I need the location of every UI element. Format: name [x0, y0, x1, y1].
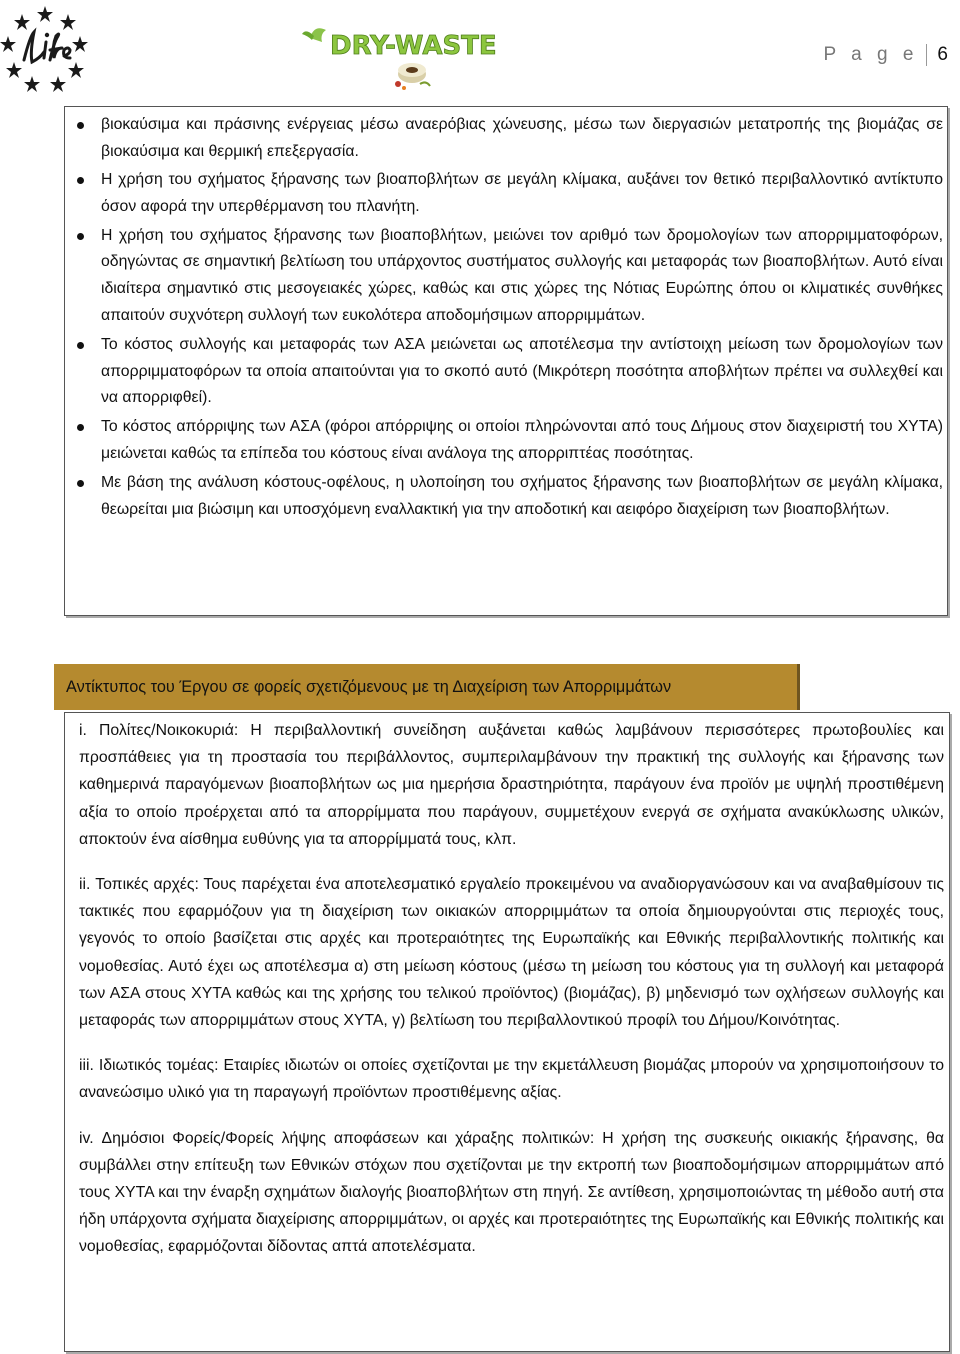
dry-waste-logo	[300, 18, 497, 98]
list-item: Η χρήση του σχήματος ξήρανσης των βιοαποβλήτων σε μεγάλη κλίμακα, αυξάνει τον θετικό περιβαλλοντικό αντίκτυπο όσον αφορά την υπερθέρμανση του πλανήτη.	[65, 167, 943, 221]
list-item: Το κόστος απόρριψης των ΑΣΑ (φόροι απόρριψης οι οποίοι πληρώνονται από τους Δήμους στον διαχειριστή του ΧΥΤΑ) μειώνεται καθώς τα επίπεδα του κόστους είναι ανάλογα της απορριπτέας ποσότητας.	[65, 414, 943, 468]
list-item: Η χρήση του σχήματος ξήρανσης των βιοαποβλήτων, μειώνει τον αριθμό των δρομολογίων των απορριμματοφόρων, οδηγώντας σε σημαντική βελτίωση του υπάρχοντος συστήματος συλλογής και μεταφοράς των βιοαποβλήτων. Αυτό είναι ιδιαίτερα σημαντικό στις μεσογειακές χώρες, καθώς και στις χώρες της Νότιας Ευρώπης όπου οι κλιματικές συνθήκες απαιτούν συχνότερη συλλογή των ευκολότερα αποδομήσιμων απορριμμάτων.	[65, 223, 943, 330]
page-number	[824, 44, 948, 66]
stakeholder-public-bodies: iv. Δημόσιοι Φορείς/Φορείς λήψης αποφάσεων και χάραξης πολιτικών: Η χρήση της συσκευής οικιακής ξήρανσης, θα συμβάλλει στην επίτευξη των Εθνικών στόχων που σχετίζονται με την εκτροπή των βιοαποδομήσιμων απορριμμάτων από τους ΧΥΤΑ και την έναρξη σχημάτων διαλογής βιοαποβλήτων στη πηγή. Σε αντίθεση, χρησιμοποιώντας τη μέθοδο αυτή στα ήδη υπάρχοντα σχήματα διαχείρισης απορριμμάτων, οι αρχές και προτεραιότητες της Ευρωπαϊκής και Εθνικής πολιτικής και νομοθεσίας, εφαρμόζονται δίδοντας απτά αποτελέσματα.	[79, 1129, 944, 1256]
benefits-list	[65, 107, 947, 523]
benefits-box	[64, 106, 948, 616]
list-item: Το κόστος συλλογής και μεταφοράς των ΑΣΑ μειώνεται ως αποτέλεσμα την αντίστοιχη μείωση των δρομολογίων των απορριμματοφόρων τα οποία απαιτούνται για το σκοπό αυτό (Μικρότερη ποσότητα αποβλήτων πρέπει να συλλεχθεί και να απορριφθεί).	[65, 332, 943, 412]
stakeholder-private-sector: iii. Ιδιωτικός τομέας: Εταιρίες ιδιωτών οι οποίες σχετίζονται με την εκμετάλλευση βιομάζας μπορούν να χρησιμοποιήσουν το ανανεώσιμο υλικό για τη παραγωγή προϊόντων προστιθέμενης αξίας.	[79, 1057, 944, 1102]
page-separator	[926, 44, 927, 66]
list-item: Με βάση της ανάλυση κόστους-οφέλους, η υλοποίηση του σχήματος ξήρανσης των βιοαποβλήτων σε μεγάλη κλίμακα, θεωρείται μια βιώσιμη και υποσχόμενη εναλλακτική για την αποδοτική και αειφόρο διαχείριση των βιοαποβλήτων.	[65, 470, 943, 524]
list-item: βιοκαύσιμα και πράσινης ενέργειας μέσω αναερόβιας χώνευσης, μέσω των διεργασιών μετατροπής της βιομάζας σε βιοκαύσιμα και θερμική επεξεργασία.	[65, 112, 943, 165]
svg-text:DRY-WASTE: DRY-WASTE	[330, 31, 497, 61]
page-label: P a g e	[823, 44, 919, 65]
page-header	[0, 0, 960, 100]
stakeholders-box	[64, 712, 950, 1352]
life-programme-logo	[0, 2, 90, 94]
page-number-value: 6	[937, 44, 948, 65]
stakeholder-local-authorities: ii. Τοπικές αρχές: Τους παρέχεται ένα αποτελεσματικό εργαλείο προκειμένου να αναδιοργανώσουν και να αναβαθμίσουν τις τακτικές που εφαρμόζουν για τη διαχείριση των οικιακών απορριμμάτων τα οποία δημιουργούνται στις περιοχές τους, γεγονός το οποίο βασίζεται στις αρχές και προτεραιότητες της Ευρωπαϊκής και Εθνικής περιβαλλοντικής πολιτικής και νομοθεσίας. Αυτό έχει ως αποτέλεσμα α) στη μείωση κόστους (μέσω τη μείωση του κόστους για τη συλλογή και μεταφορά των ΑΣΑ στους ΧΥΤΑ καθώς και της χρήσης του τελικού προϊόντος) (βιομάζας), β) μηδενισμό των οχλήσεων συλλογής και μεταφοράς των απορριμμάτων στους ΧΥΤΑ, γ) βελτίωση του περιβαλλοντικού προφίλ του Δήμου/Κοινότητας.	[79, 876, 944, 1030]
section-heading: Αντίκτυπος του Έργου σε φορείς σχετιζόμενους με τη Διαχείριση των Απορριμμάτων	[54, 664, 800, 710]
stakeholder-citizens: i. Πολίτες/Νοικοκυριά: Η περιβαλλοντική συνείδηση αυξάνεται καθώς λαμβάνουν περισσότερες πρωτοβουλίες και προσπάθειες για τη προστασία του περιβάλλοντος, συμπεριλαμβάνουν την πρακτική της συλλογής και ξήρανσης των καθημερινά παραγόμενων βιοαποβλήτων ως μια ημερήσια δραστηριότητα, παράγουν ένα προϊόν με υψηλή προστιθέμενη αξία το οποίο προέρχεται από τα απορρίμματα που παράγουν, συμμετέχουν ενεργά σε σχήματα ανακύκλωσης υλικών, αποκτούν ένα αίσθημα ευθύνης για τα απορρίμματά τους, κλπ.	[79, 722, 944, 848]
